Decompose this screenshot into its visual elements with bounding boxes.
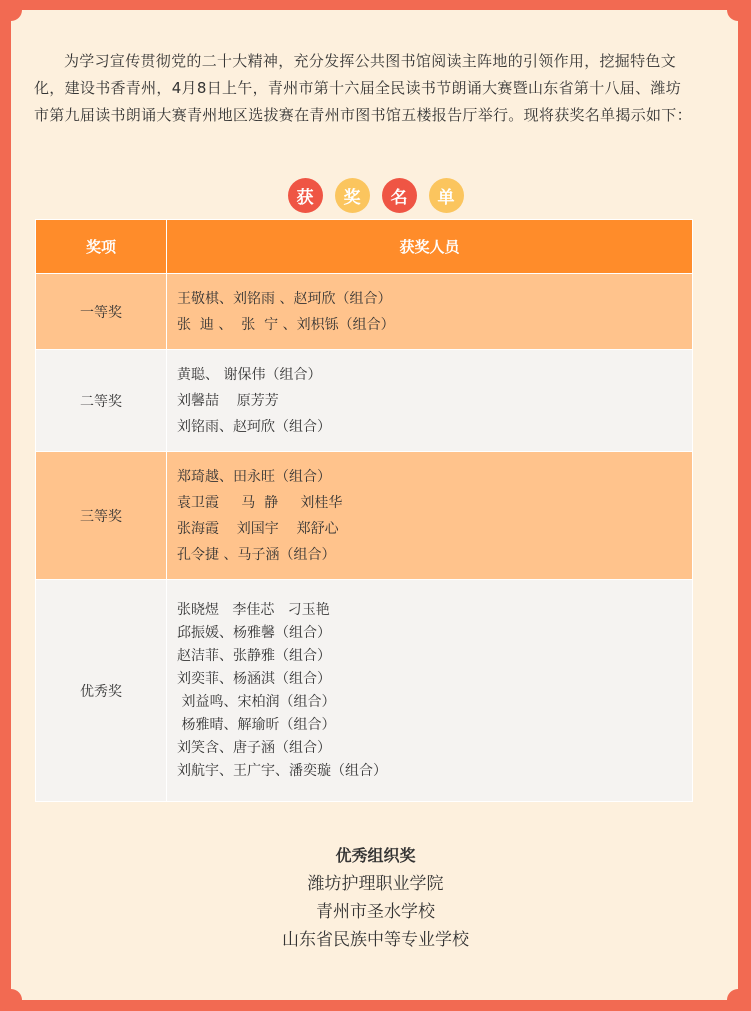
winner-line: 黄聪、 谢保伟（组合）	[177, 366, 322, 383]
table-row	[36, 580, 693, 802]
title-badge: 名	[382, 178, 417, 213]
corner-notch	[0, 989, 22, 1011]
awards-table	[35, 219, 693, 802]
table-row	[36, 452, 693, 580]
winner-line: 郑琦越、田永旺（组合）	[177, 468, 331, 485]
org-award-item: 山东省民族中等专业学校	[282, 930, 469, 950]
award-names	[167, 350, 693, 452]
winner-line: 刘馨喆 原芳芳	[177, 392, 279, 409]
winner-line: 刘铭雨、赵珂欣（组合）	[177, 418, 331, 435]
winner-line: 孔令捷 、马子涵（组合）	[177, 546, 336, 563]
header-winners: 获奖人员	[167, 220, 693, 274]
winner-line: 张 迪 、 张 宁 、刘枳铄（组合）	[177, 316, 395, 333]
award-names	[167, 274, 693, 350]
winner-line: 赵洁菲、张静雅（组合）	[177, 647, 331, 664]
award-category: 优秀奖	[36, 580, 167, 802]
table-row	[36, 350, 693, 452]
organization-award	[0, 842, 751, 954]
winner-line: 王敬棋、刘铭雨 、赵珂欣（组合）	[177, 290, 392, 307]
org-award-item: 青州市圣水学校	[316, 902, 435, 922]
award-category: 二等奖	[36, 350, 167, 452]
intro-paragraph: 为学习宣传贯彻党的二十大精神，充分发挥公共图书馆阅读主阵地的引领作用，挖掘特色文化，建设书香青州，4月8日上午，青州市第十六届全民读书节朗诵大赛暨山东省第十八届、潍坊市第九届读书朗诵大赛青州地区选拔赛在青州市图书馆五楼报告厅举行。现将获奖名单揭示如下：	[34, 52, 692, 124]
award-names	[167, 452, 693, 580]
award-category: 三等奖	[36, 452, 167, 580]
org-award-title: 优秀组织奖	[335, 846, 416, 865]
award-names	[167, 580, 693, 802]
winner-line: 刘益鸣、宋柏润（组合）	[177, 693, 336, 710]
corner-notch	[727, 989, 749, 1011]
title-badge: 单	[429, 178, 464, 213]
org-award-item: 潍坊护理职业学院	[307, 874, 444, 894]
award-category: 一等奖	[36, 274, 167, 350]
corner-notch	[727, 0, 749, 21]
table-row	[36, 274, 693, 350]
winner-line: 刘笑含、唐子涵（组合）	[177, 739, 331, 756]
winner-line: 张海霞 刘国宇 郑舒心	[177, 520, 339, 537]
title-badges	[0, 178, 751, 213]
corner-notch	[0, 0, 22, 21]
winner-line: 刘奕菲、杨涵淇（组合）	[177, 670, 331, 687]
winner-line: 张晓煜 李佳芯 刁玉艳	[177, 601, 330, 618]
winner-line: 刘航宇、王广宇、潘奕璇（组合）	[177, 762, 387, 779]
header-category: 奖项	[36, 220, 167, 274]
title-badge: 奖	[335, 178, 370, 213]
title-badge: 获	[288, 178, 323, 213]
winner-line: 杨雅晴、解瑜昕（组合）	[177, 716, 336, 733]
winner-line: 袁卫霞 马 静 刘桂华	[177, 494, 343, 511]
table-header-row	[36, 220, 693, 274]
winner-line: 邱振媛、杨雅馨（组合）	[177, 624, 331, 641]
